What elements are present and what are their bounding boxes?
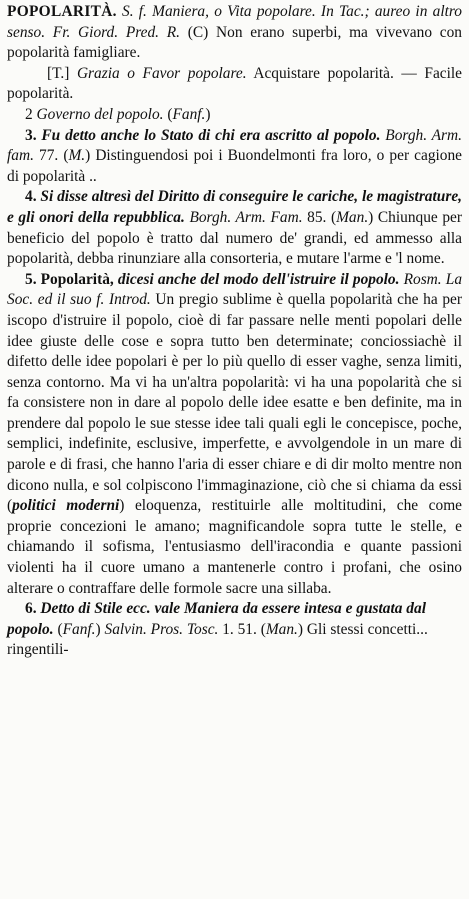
text-run: (C) Non erano superbi, ma vivevano con popolarità famigliare.: [7, 23, 462, 62]
text-run: Fanf.: [172, 105, 206, 123]
text-run: ): [205, 105, 211, 123]
text-run: 3.: [25, 126, 42, 144]
text-run: 1. 51. (: [218, 620, 266, 638]
text-run: politici moderni: [12, 497, 120, 515]
text-run: ) Chiunque per beneficio del popolo è tratto dal numero de' grandi, ed ammesso alla popolarità, debba rinunziare alla consorteria, e mutare l'arme e 'l nome.: [7, 208, 462, 268]
text-run: 6.: [25, 600, 41, 618]
text-run: 5. Popolarità,: [25, 270, 118, 288]
text-run: ) Distinguendosi poi i Buondelmonti fra loro, o per cagione di popolarità ..: [7, 147, 463, 185]
text-run: 85. (: [302, 208, 337, 226]
text-run: Detto di Stile ecc. vale Maniera da essere intesa e gustata dal popolo.: [7, 600, 426, 638]
text-run: dicesi anche del modo dell'istruire il popolo.: [117, 270, 400, 288]
entry-definition-2: [7, 64, 462, 105]
entry-sense-2: [7, 105, 462, 126]
text-run: Man.: [265, 620, 298, 638]
text-run: Un pregio sublime è quella popolarità che ha per iscopo d'istruire il popolo, cioè di far passare nelle menti popolari delle idee giuste delle cose e sopra tutto ben determinate; conciossiachè il difetto delle idee popolari è per lo più quello di esser vaghe, senza limiti, senza contorno. Ma vi ha un'altra popolarità: vi ha una popolarità che si fa consistere non in dare al popolo delle idee esatte e ben definite, ma in prendere dal popolo le sue stesse idee tali quali egli le concepisce, poche, semplici, indefinite, esclusive, imperfette, e avvolgendole in un mare di parole e di frasi, che hanno l'aria di esser chiare e di dir molto mentre non dicono nulla, e sol colpiscono l'immaginazione, ciò che si chiama da essi (: [7, 291, 462, 515]
text-run: Salvin. Pros. Tosc.: [104, 620, 219, 638]
text-run: Borgh. Arm. Fam.: [184, 208, 303, 226]
text-run: ) Gli stessi concetti... ringentili-: [7, 620, 428, 659]
text-run: ): [95, 620, 105, 638]
text-run: Grazia o Favor popolare.: [76, 64, 247, 82]
headword: POPOLARITÀ.: [7, 3, 117, 20]
text-run: (: [53, 620, 63, 638]
text-run: M.: [68, 147, 86, 165]
entry-sense-6: [7, 599, 462, 661]
text-run: Borgh. Arm. fam.: [7, 126, 463, 165]
text-run: Fu detto anche lo Stato di chi era ascritto al popolo.: [41, 126, 381, 144]
text-run: ) eloquenza, restituirle alle moltitudini, che come proprie concezioni le amano; magnificandole sopra tutte le stelle, e chiamando il sofisma, l'entusiasmo dell'iracondia e quante passioni violenti ha il cuore umano a mantenerle contro i profani, che osino alterare o contraffare delle formole sacre una sillaba.: [7, 497, 462, 597]
text-run: 77. (: [33, 147, 69, 165]
text-run: S. f. Maniera, o Vita popolare. In Tac.; aureo in altro senso. Fr. Giord. Pred. R.: [7, 3, 462, 41]
entry-sense-4: [7, 187, 462, 269]
text-run: 4.: [25, 188, 41, 206]
text-run: (: [163, 105, 173, 123]
text-run: Rosm. La Soc. ed il suo f. Introd.: [7, 270, 463, 309]
entry-sense-5: [7, 270, 462, 600]
entry-definition-1: [7, 2, 462, 64]
text-run: Fanf.: [62, 620, 96, 638]
text-run: Governo del popolo.: [36, 105, 164, 123]
text-run: 2: [25, 105, 37, 123]
text-run: Man.: [336, 208, 369, 226]
entry-sense-3: [7, 126, 462, 188]
text-run: Acquistare popolarità. — Facile popolarità.: [7, 64, 462, 103]
text-run: Si disse altresì del Diritto di conseguire le cariche, le magistrature, e gli onori della repubblica.: [7, 188, 463, 226]
text-run: [T.]: [47, 64, 77, 82]
